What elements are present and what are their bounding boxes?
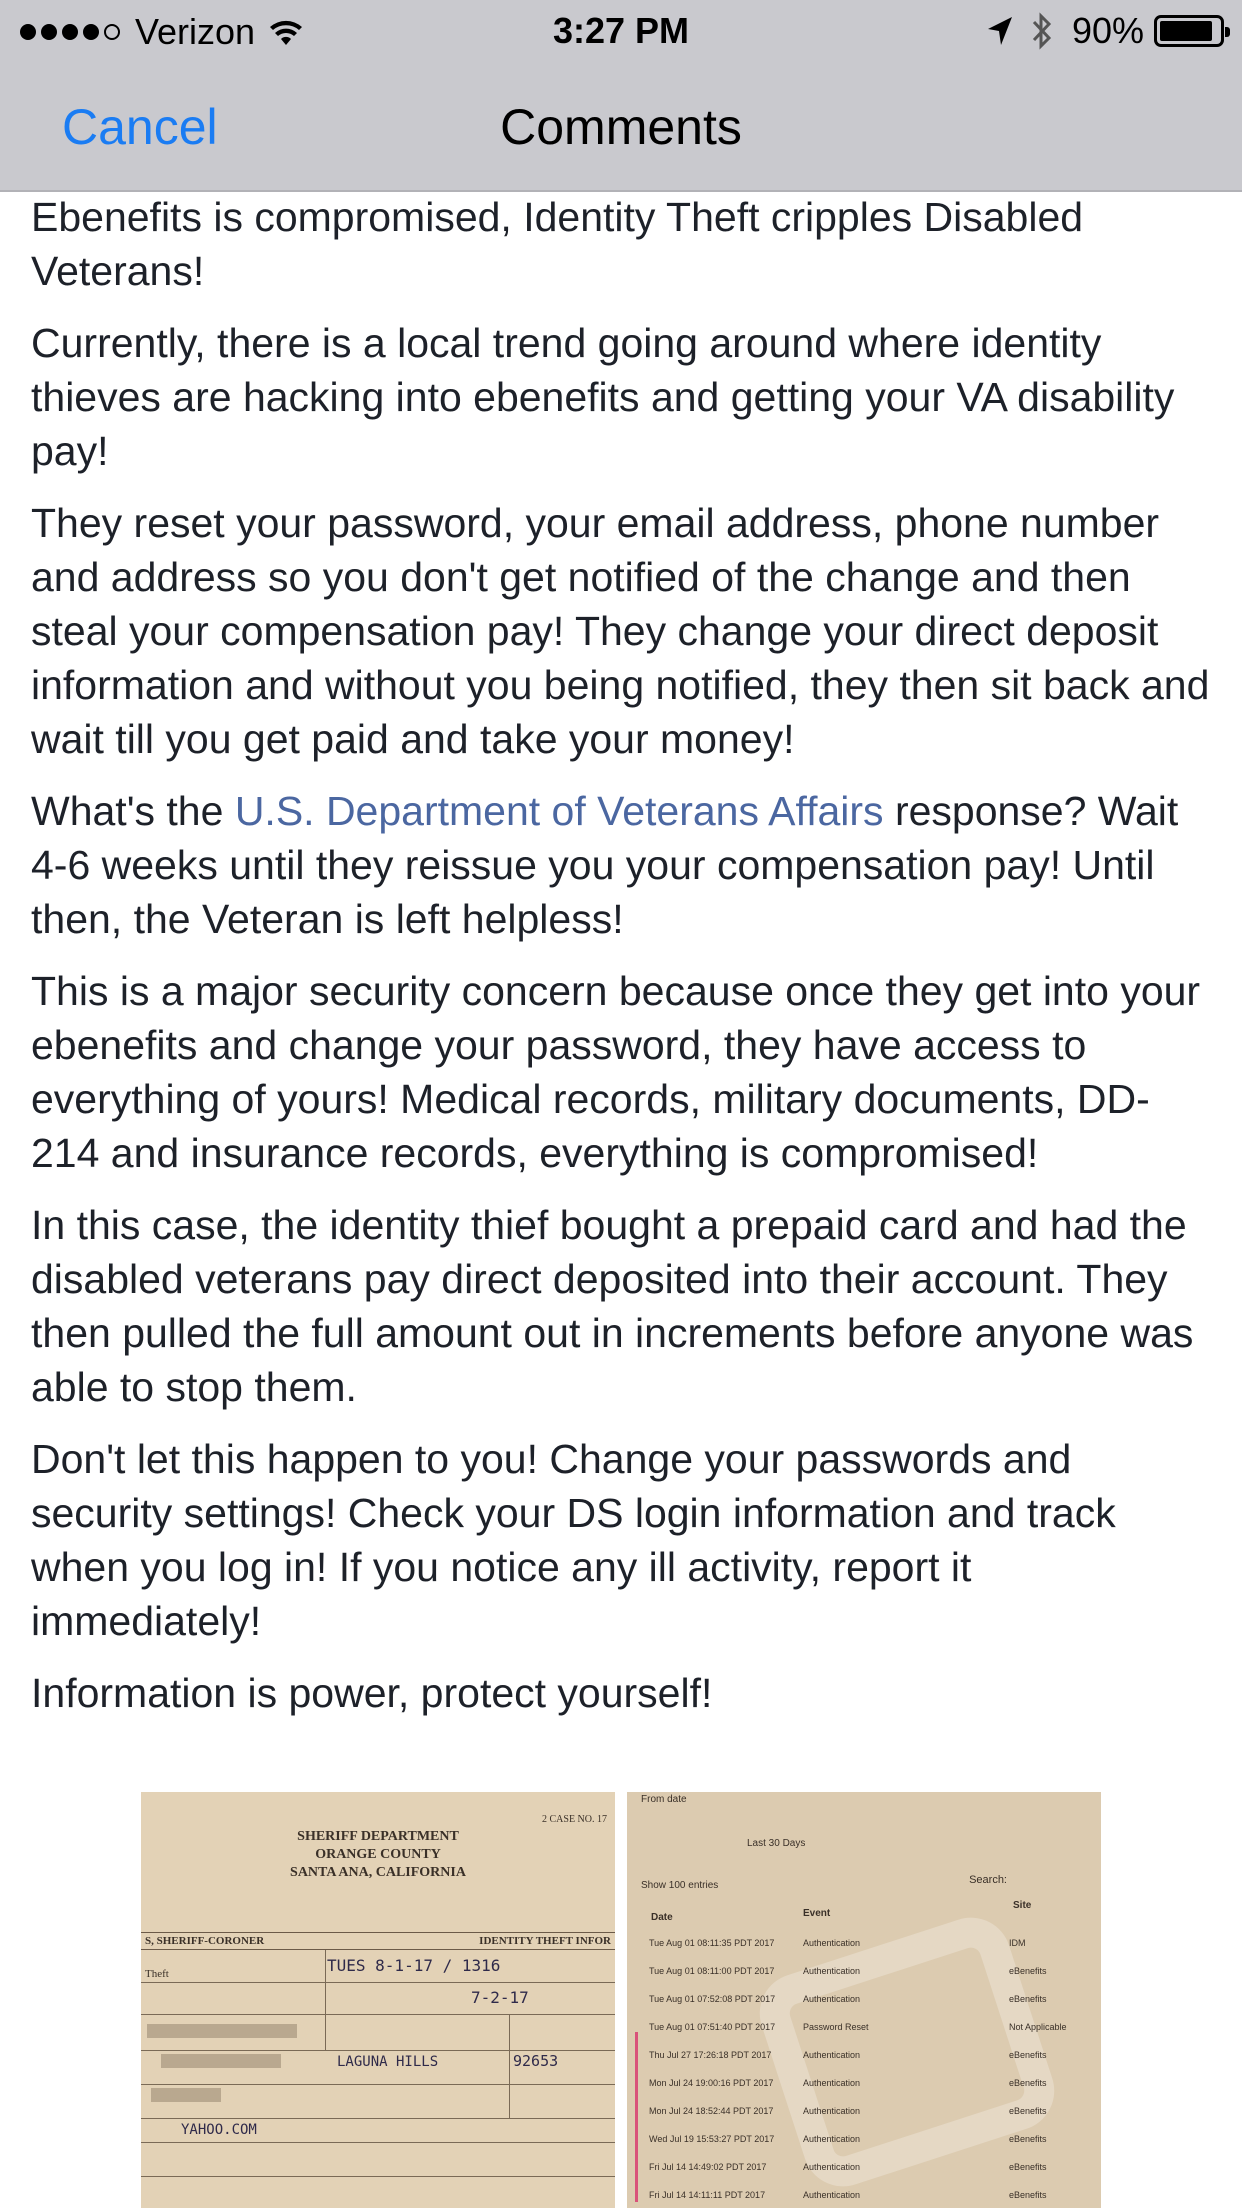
row-site: eBenefits <box>1009 1994 1047 2004</box>
post-text: response? Wait 4-6 weeks until they reissue you your compensation pay! Until then, the Veteran is left helpless! <box>31 788 1179 942</box>
row-site: eBenefits <box>1009 2078 1047 2088</box>
report-band-left: S, SHERIFF-CORONER <box>145 1935 265 1947</box>
row-site: eBenefits <box>1009 2190 1047 2200</box>
battery-icon <box>1154 15 1224 47</box>
post-paragraph: This is a major security concern because once they get into your ebenefits and change your password, they have access to everything of yours! Medical records, military documents, DD-214 and insurance records, everything is compromised! <box>31 968 1201 1176</box>
row-site: eBenefits <box>1009 2050 1047 2060</box>
entries-selector: Show 100 entries <box>641 1880 719 1891</box>
battery-fill <box>1160 21 1212 41</box>
bluetooth-icon <box>1030 12 1054 50</box>
post-paragraph: They reset your password, your email address, phone number and address so you don't get notified of the change and then steal your compensation pay! They change your direct deposit information and without you being notified, they then sit back and wait till you get paid and take your money! <box>31 500 1210 762</box>
row-event: Authentication <box>803 1994 861 2004</box>
table-row <box>649 2022 1091 2036</box>
form-line <box>509 2014 510 2118</box>
photo-login-history[interactable] <box>627 1792 1101 2208</box>
column-header: Site <box>1013 1900 1032 1911</box>
table-row <box>649 2078 1091 2092</box>
row-event: Authentication <box>803 2106 861 2116</box>
report-heading-line: SHERIFF DEPARTMENT <box>297 1829 459 1844</box>
battery-percent: 90% <box>1071 10 1144 51</box>
post-paragraph: Information is power, protect yourself! <box>31 1670 713 1716</box>
row-event: Authentication <box>803 2190 861 2200</box>
post-text: What's the <box>31 788 235 834</box>
table-row <box>649 1966 1091 1980</box>
from-date-label: From date <box>641 1794 687 1805</box>
form-line <box>141 2050 615 2051</box>
row-date: Wed Jul 19 15:53:27 PDT 2017 <box>649 2134 775 2144</box>
row-event: Authentication <box>803 1938 861 1948</box>
row-date: Tue Aug 01 07:51:40 PDT 2017 <box>649 2022 776 2032</box>
row-event: Authentication <box>803 2134 861 2144</box>
status-bar <box>0 0 1242 62</box>
carrier-name: Verizon <box>135 11 256 52</box>
column-header: Date <box>651 1912 673 1923</box>
row-date: Fri Jul 14 14:11:11 PDT 2017 <box>649 2190 766 2200</box>
row-event: Password Reset <box>803 2022 869 2032</box>
row-event: Authentication <box>803 1966 861 1976</box>
row-event: Authentication <box>803 2162 861 2172</box>
location-arrow-icon <box>986 15 1014 47</box>
row-site: Not Applicable <box>1009 2022 1067 2032</box>
row-date: Mon Jul 24 18:52:44 PDT 2017 <box>649 2106 774 2116</box>
table-row <box>649 2134 1091 2148</box>
table-row <box>649 1938 1091 1952</box>
row-site: IDM <box>1009 1938 1026 1948</box>
status-time: 3:27 PM <box>552 10 690 51</box>
report-heading-line: SANTA ANA, CALIFORNIA <box>290 1865 466 1880</box>
row-date: Thu Jul 27 17:26:18 PDT 2017 <box>649 2050 772 2060</box>
page-title: Comments <box>500 99 742 155</box>
row-site: eBenefits <box>1009 2134 1047 2144</box>
redaction-blur <box>161 2054 281 2068</box>
report-band <box>141 1932 615 1950</box>
date-reported: TUES 8-1-17 / 1316 <box>327 1956 501 1975</box>
row-date: Tue Aug 01 08:11:35 PDT 2017 <box>649 1938 775 1948</box>
post-paragraph: Currently, there is a local trend going around where identity thieves are hacking into ebenefits and getting your VA disability pay! <box>31 320 1175 474</box>
va-page-link[interactable]: U.S. Department of Veterans Affairs <box>234 788 884 834</box>
row-date: Mon Jul 24 19:00:16 PDT 2017 <box>649 2078 774 2088</box>
table-row <box>649 1994 1091 2008</box>
table-row <box>649 2190 1091 2204</box>
column-header: Event <box>803 1908 831 1919</box>
post-paragraph: Ebenefits is compromised, Identity Theft cripples Disabled Veterans! <box>31 194 1084 294</box>
post-paragraph: Don't let this happen to you! Change your passwords and security settings! Check your DS login information and track when you log in! If you notice any ill activity, report it immediately! <box>31 1436 1116 1644</box>
row-site: eBenefits <box>1009 1966 1047 1976</box>
form-line <box>141 2014 615 2015</box>
row-site: eBenefits <box>1009 2106 1047 2116</box>
form-line <box>141 2084 615 2085</box>
report-heading-line: ORANGE COUNTY <box>315 1847 441 1862</box>
row-event: Authentication <box>803 2050 861 2060</box>
row-site: eBenefits <box>1009 2162 1047 2172</box>
table-row <box>649 2106 1091 2120</box>
form-line <box>325 1950 326 2050</box>
post-body <box>31 192 1211 1738</box>
date-committed: 7-2-17 <box>471 1988 529 2007</box>
city-value: LAGUNA HILLS <box>337 2054 439 2070</box>
post-paragraph: In this case, the identity thief bought a prepaid card and had the disabled veterans pay direct deposited into their account. They then pulled the full amount out in increments before anyone was able to stop them. <box>31 1202 1194 1410</box>
row-date: Tue Aug 01 08:11:00 PDT 2017 <box>649 1966 775 1976</box>
theft-label: Theft <box>145 1968 169 1980</box>
form-line <box>141 2176 615 2177</box>
table-row <box>649 2162 1091 2176</box>
highlight-line <box>635 2032 638 2202</box>
case-number: 2 CASE NO. 17 <box>541 1814 607 1825</box>
report-band-right: IDENTITY THEFT INFOR <box>479 1935 611 1947</box>
row-date: Fri Jul 14 14:49:02 PDT 2017 <box>649 2162 767 2172</box>
zip-value: 92653 <box>513 2052 559 2070</box>
row-event: Authentication <box>803 2078 861 2088</box>
status-right <box>986 10 1224 52</box>
form-line <box>141 1982 615 1983</box>
redaction-blur <box>147 2024 297 2038</box>
form-line <box>141 2118 615 2119</box>
form-line <box>141 2142 615 2143</box>
report-heading <box>141 1828 615 1882</box>
redaction-blur <box>151 2088 221 2102</box>
date-range-label: Last 30 Days <box>747 1838 806 1849</box>
photo-grid <box>141 1792 1101 2208</box>
battery-tip <box>1225 27 1230 37</box>
cancel-button[interactable]: Cancel <box>62 99 218 155</box>
row-date: Tue Aug 01 07:52:08 PDT 2017 <box>649 1994 776 2004</box>
navigation-bar <box>0 62 1242 192</box>
post-paragraph <box>31 784 1211 946</box>
table-row <box>649 2050 1091 2064</box>
photo-sheriff-report[interactable] <box>141 1792 615 2208</box>
email-fragment: YAHOO.COM <box>181 2122 257 2138</box>
search-label: Search: <box>969 1874 1007 1886</box>
